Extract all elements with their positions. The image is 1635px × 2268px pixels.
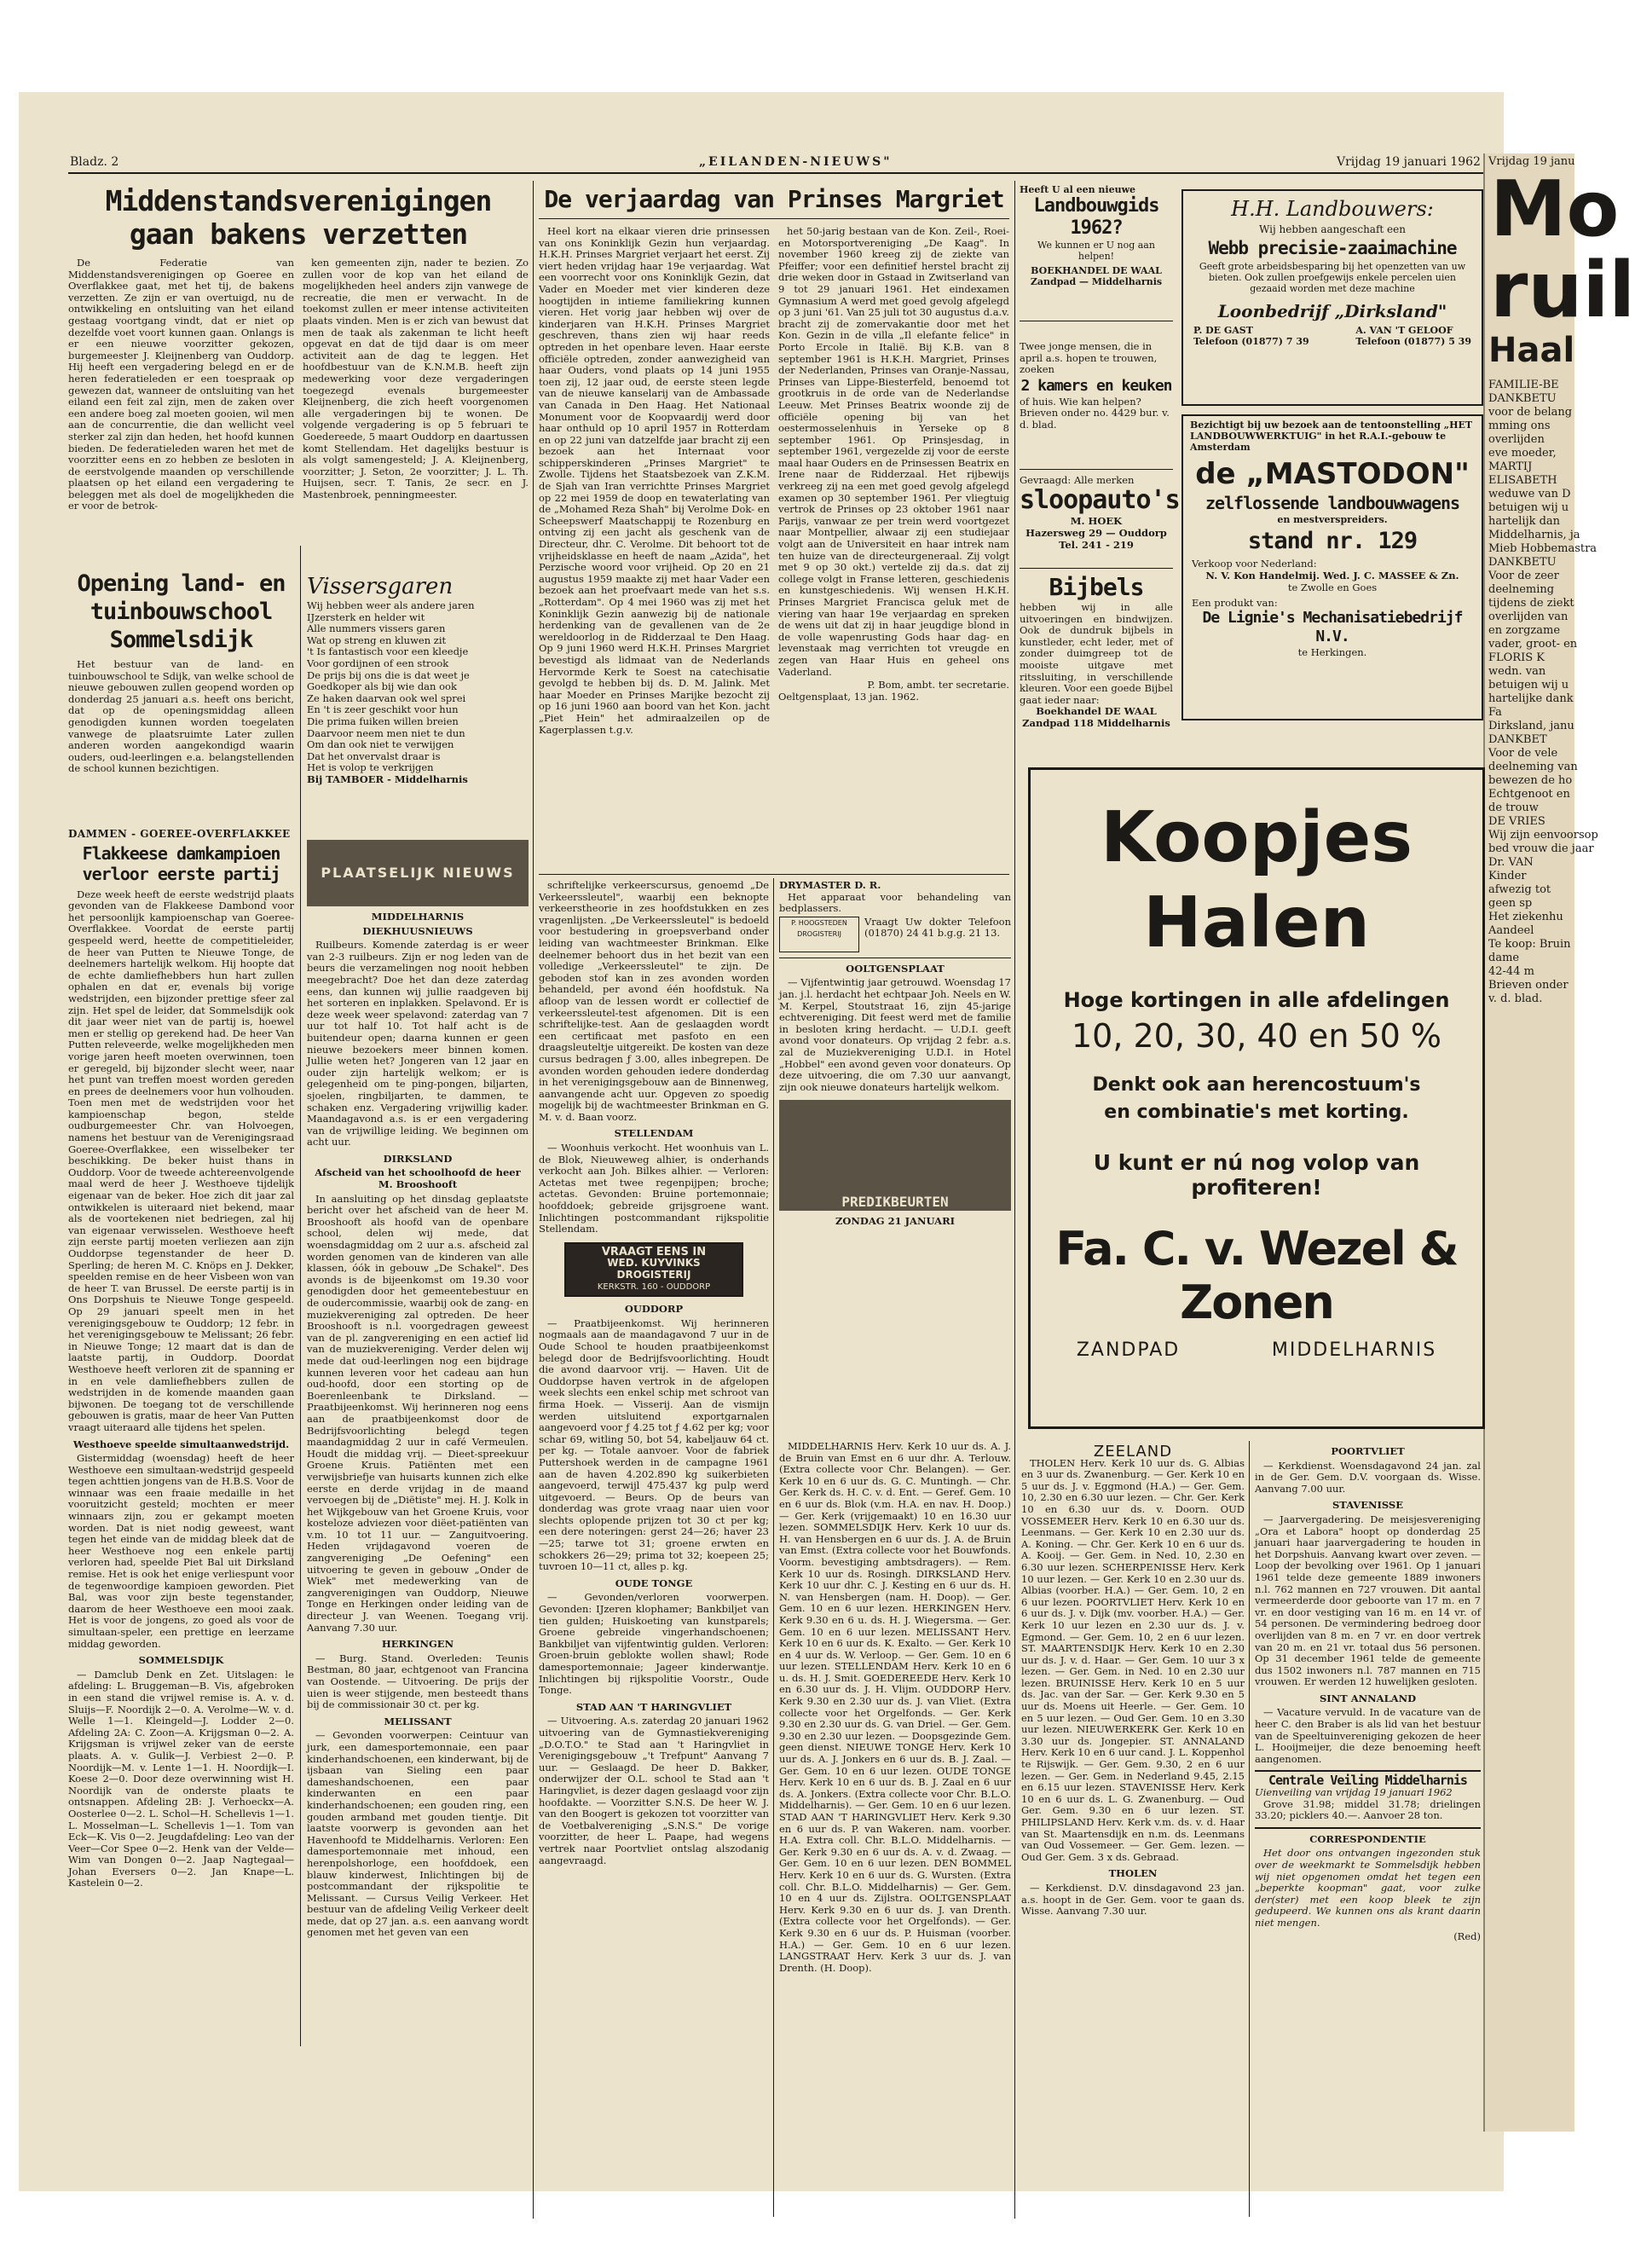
mastodon-dealer-place: te Zwolle en Goes [1287, 581, 1378, 593]
edge-text-line: Voor de zeer [1488, 570, 1559, 582]
margriet-signature: P. Bom, ambt. ter secretarie. [867, 679, 1009, 691]
edge-text-line: deelneming van [1488, 761, 1578, 773]
edge-text-line: Te koop: Bruin [1488, 938, 1571, 951]
edge-text-line: Fa [1488, 706, 1502, 719]
edge-text-line: bed vrouw die jaar [1488, 842, 1594, 855]
body-herkingen: — Burg. Stand. Overleden: Teunis Bestman, 80 jaar, echtgenoot van Francina van Oostende. — Uitvoering. De prijs der uien is weer stijgende, men besteedt thans bij de commissionair 30 ct. per kg. [307, 1652, 529, 1711]
vissersgaren-poem [307, 600, 529, 786]
headline-opening: Opening land- en tuinbouwschool Sommelsdijk [77, 570, 286, 653]
body-melissant: — Gevonden voorwerpen: Ceintuur van jurk, een damesportemonnaie, een paar kinderhandschoenen, een kinderwant, bij de ijsbaan van Sieling een paar dameshandschoenen, een paar kinderwanten en een paar kinderhandschoenen; een gouden ring, een gouden armband met gouden tientje. Dit laatste voorwerp is gevonden aan het Havenhoofd te Middelharnis. Verloren: Een damesportemonnaie met inhoud, een herenpolshorloge, een hoofddoek, een blauw kinderwest, Inlichtingen bij de postcommandant der rijkspolitie te Melissant. — Cursus Veilig Verkeer. Het bestuur van de afdeling Veilig Verkeer deelt mede, dat op 27 jan. a.s. een aanvang wordt genomen met het geven van een [307, 1729, 529, 1939]
column-drymaster-ooltgensplaat [779, 880, 1011, 1443]
body-opening: Het bestuur van de land- en tuinbouwschool te Sdijk, van welke school de nieuwe gebouwen zullen geopend worden op donderdag 25 januari a.s. heeft ons bericht, dat op de openingsmiddag alleen genodigden kunnen worden toegelaten vanwege de plaatsruimte Later zullen anderen worden aangekondigd waarin ouders, oud-leerlingen e.a. belangstellenden de school kunnen bezichtigen. [68, 658, 294, 775]
section-melissant: MELISSANT [384, 1715, 452, 1727]
masthead: „EILANDEN-NIEUWS" [699, 155, 893, 169]
ad-drogisterij [564, 1242, 743, 1297]
edge-text-line: Kinder [1488, 870, 1527, 882]
body-sint-annaland: — Vacature vervuld. In de vacature van de heer C. den Braber is als lid van het bestuur van de Speeltuinvereniging gekozen de heer L. Hooijmeijer, die deze benoeming heeft aangenomen. [1255, 1706, 1481, 1765]
section-tholen: THOLEN [1108, 1867, 1158, 1880]
koopjes-title-2: Halen [1142, 882, 1371, 963]
drogisterij-line3: KERKSTR. 160 - OUDDORP [597, 1282, 711, 1292]
mastodon-product-intro: Een produkt van: [1192, 597, 1278, 609]
body-verkeer: schriftelijke verkeerscursus, genoemd „De Verkeerssleutel", waarbij een beknopte verkeerstheorie in zes hoofdstukken en zes vragenlijsten. „De Verkeerssleutel" is bedoeld voor bestudering in groepsverband onder leiding van wachtmeester Brinkman. Elke deelnemer behoort dus in het bezit van een volledige „Verkeerssleutel" te zijn. De geboden stof kan in zes avonden worden behandeld, per avond één hoofdstuk. Na afloop van de lessen wordt er collectief de verkeerssleutel-test afgenomen. Dit is een schriftelijke-test. Aan de geslaagden wordt een certificaat met pasfoto en een draagsleuteltje uitgereikt. De kosten van deze cursus bedragen ƒ 3.00, alles inbegrepen. De avonden worden gehouden iedere donderdag in het verenigingsgebouw aan de Binnenweg, aanvangende acht uur. Opgeven zo spoedig mogelijk bij de wachtmeester Brinkman en G. M. v. d. Baan voorz. [539, 879, 769, 1123]
ad-mastodon [1181, 414, 1483, 720]
column-poortvliet [1255, 1446, 1481, 2213]
section-plaatselijk [307, 840, 529, 2204]
article-dammen [68, 825, 294, 2200]
edge-text-line: Het ziekenhu [1488, 911, 1563, 923]
mastodon-dealer: N. V. Kon Handelmij. Wed. J. C. MASSEE & Zn. [1205, 570, 1459, 581]
koopjes-line-1: Hoge kortingen in alle afdelingen [1063, 988, 1450, 1012]
sub-diekhuus: DIEKHUUSNIEUWS [362, 924, 473, 937]
vissersgaren-line: Wij hebben weer als andere jaren [307, 599, 475, 611]
predikbeurten-banner: PREDIKBEURTEN [841, 1193, 949, 1210]
article-middenstand [68, 184, 529, 551]
vissersgaren-line: De prijs bij ons die is dat weet je [307, 668, 470, 681]
landbouwers-company: Loonbedrijf „Dirksland" [1217, 301, 1447, 321]
edge-text-line: Dirksland, janu [1488, 720, 1574, 732]
page-number: Bladz. 2 [70, 155, 119, 169]
drymaster-title: DRYMASTER D. R. [779, 879, 881, 891]
mastodon-sub: en mestverspreiders. [1277, 514, 1388, 525]
mastodon-maker-place: te Herkingen. [1297, 646, 1367, 658]
vissersgaren-title: Vissersgaren [307, 574, 454, 599]
divider [1249, 1441, 1250, 2217]
vissersgaren-line: En 't is zeer geschikt voor hun [307, 703, 459, 716]
sloopauto-top: Gevraagd: Alle merken [1020, 474, 1135, 486]
sloopauto-name: M. HOEK [1070, 515, 1123, 527]
landbouwers-product: Webb precisie-zaaimachine [1208, 238, 1457, 258]
edge-text-line: Echtgenoot en [1488, 788, 1570, 801]
edge-text-line: geen sp [1488, 897, 1533, 910]
koopjes-place-right: MIDDELHARNIS [1271, 1339, 1437, 1361]
body-stavenisse: — Jaarvergadering. De meisjesvereniging „Ora et Labora" hoopt op donderdag 25 januari haar jaarvergadering te houden in het Dorpshuis. Aanvang kwart over zeven. — Loop der bevolking over 1961. Op 1 januari 1961 telde deze gemeente 1889 inwoners n.l. 762 mannen en 727 vrouwen. Dit aantal vermeerderde door geboorte van 17 m. en 7 vr. en door vestiging van 16 m. en 14 vr. of 54 personen. De vermindering bedroeg door overlijden van 8 m. en 7 vr. en door vertrek van 20 m. en 21 vr. totaal dus 56 personen. Op 31 december 1961 telde de gemeente dus 1502 inwoners n.l. 787 mannen en 715 vrouwen. Er werden 12 huwelijken gesloten. [1255, 1513, 1481, 1688]
edge-text-line: bewezen de ho [1488, 774, 1573, 787]
divider [533, 181, 534, 2219]
edge-headline-3: Haal [1488, 331, 1575, 370]
headline-dammen: Flakkeese damkampioen verloor eerste partij [82, 842, 280, 884]
mastodon-intro: Bezichtigt bij uw bezoek aan de tentoonstelling „HET LANDBOUWWERKTUIG" in het R.A.I.-gebouw te Amsterdam [1190, 419, 1473, 453]
kamers-title: 2 kamers en keuken [1020, 376, 1172, 395]
edge-headline-1: Mo [1490, 165, 1620, 254]
koopjes-place-left: ZANDPAD [1076, 1339, 1181, 1361]
landbouwgids-top: Heeft U al een nieuwe [1020, 184, 1136, 195]
veiling-sub: Uienveiling van vrijdag 19 januari 1962 [1255, 1786, 1453, 1799]
section-zeeland: ZEELAND [1093, 1443, 1173, 1461]
ad-vissersgaren [307, 573, 529, 803]
body-stad-haringvliet: — Uitvoering. A.s. zaterdag 20 januari 1962 uitvoering van de Gymnastiekvereniging „D.O.T.O." te Stad aan 't Haringvliet in Verenigingsgebouw „'t Trefpunt" Aanvang 7 uur. — Geslaagd. De heer D. Bakker, onderwijzer der O.L. school te Stad aan 't Haringvliet, is dezer dagen geslaagd voor zijn hoofdakte. — Voorzitter S.N.S. De heer W. J. van den Boogert is gekozen tot voorzitter van de Voetbalvereniging „S.N.S." De vorige voorzitter, de heer L. Paape, had wegens vertrek naar Poortvliet ontslag alszodanig aangevraagd. [539, 1715, 769, 1866]
landbouwgids-body: We kunnen er U nog aan helpen! [1037, 240, 1155, 262]
adjacent-page-edge: Vrijdag 19 janu Mo ruil Haal FAMILIE-BE DANKBETU voor de belang mming ons overlijden eve moeder, MARTIJ ELISABETH weduwe van D betuigen wij u hartelijk dan Middelharnis, ja Mieb Hobbemastra DANKBETU Voor de zeer deelneming tijdens de ziekt overlijden van en zorgzame vader, groot- en FLORIS K wedn. van betuigen wij u hartelijke dank Fa Dirksland, janu DANKBET Voor de vele deelneming van bewezen de ho Echtgenoot en de trouw DE VRIES Wij zijn eenvoorsop bed vrouw die jaar Dr. VAN Kinder afwezig tot geen sp Het ziekenhu Aandeel Te koop: Bruin dame 42-44 m Brieven onder v. d. blad. [1483, 153, 1574, 2132]
section-sommelsdijk: SOMMELSDIJK [138, 1654, 224, 1667]
edge-text-line: Aandeel [1488, 924, 1534, 937]
koopjes-title-1: Koopjes [1101, 797, 1413, 878]
sub-westhoeve: Westhoeve speelde simultaanwedstrijd. [72, 1438, 290, 1450]
divider [539, 874, 1009, 875]
body-correspondentie: Het door ons ontvangen ingezonden stuk over de weekmarkt te Sommelsdijk hebben wij niet opgenomen omdat het tegen een „beperkte koopman" gaat, voor zulke der(ster) met een koop bleek te zijn gedupeerd. We kunnen ons als krant daarin niet mengen. [1255, 1847, 1481, 1929]
body-poortvliet: — Kerkdienst. Woensdagavond 24 jan. zal in de Ger. Gem. D.V. voorgaan ds. Wisse. Aanvang 7.00 uur. [1255, 1459, 1481, 1495]
body-oude-tonge: — Gevonden/verloren voorwerpen. Gevonden: IJzeren klophamer; Bankbiljet van tien gulden; Huiskoeting van kunstparels; Groene gebreide vingerhandschoenen; Bankbiljet van vijfentwintig gulden. Verloren: Groen-bruin geblokte wollen shawl; Rode damesportemonnaie; Jageer kinderwantje. Inlichtingen bij rijkspolitie Voorstr., Oude Tonge. [539, 1591, 769, 1697]
divider [1014, 181, 1015, 2219]
edge-text-line: voor de belang [1488, 406, 1573, 419]
section-stad-haringvliet: STAD AAN 'T HARINGVLIET [575, 1700, 732, 1713]
body-ooltgensplaat: — Vijfentwintig jaar getrouwd. Woensdag 17 jan. j.l. herdacht het echtpaar Joh. Neels en W. M. Kerpel, Stoutstraat 16, zijn 45-jarige echtvereniging. Dit feest werd met de familie in besloten kring herdacht. — U.D.I. geeft avond voor donateurs. Op vrijdag 2 febr. a.s. zal de Muziekvereniging U.D.I. in Hotel „Hobbel" een avond geven voor donateurs. Op deze uitvoering, die om 7.30 uur aanvangt, zijn ook nieuwe donateurs hartelijk welkom. [779, 976, 1011, 1093]
divider [300, 546, 301, 2046]
landbouwers-title: H.H. Landbouwers: [1231, 197, 1434, 221]
edge-text-line: DANKBET [1488, 733, 1547, 746]
body-sommelsdijk: — Damclub Denk en Zet. Uitslagen: le afdeling: L. Bruggeman—B. Vis, afgebroken in een stand die vrijwel remise is. A. v. d. Sluijs—F. Noordijk 2—0. A. Verolme—W. v. d. Welle 1—1. Kleingeld—J. Lodder 2—0. Afdeling 2A: C. Zoon—A. Krijgsman 0—2. A. Krijgsman is vrijwel zeker van de eerste plaats. A. v. Gulik—J. Verbiest 2—0. P. Noordijk—M. v. Lente 1—1. H. Noordijk—I. Koese 2—0. Door deze overwinning wist H. Noordijk van de onderste plaats te ontsnappen. Afdeling 2B: J. Verhoeckx—A. Oosterlee 0—2. L. Schol—H. Schellevis 1—1. L. Mosselman—L. Schellevis 1—1. Tom van Eck—K. Vis 0—2. Jeugdafdeling: Leo van der Veer—Cor Spee 0—2. Henk van der Velde—Wim van Dongen 0—2. Jaap Nagtegaal—Johan Eversers 0—2. Jan Knape—L. Kastelein 0—2. [68, 1668, 294, 1889]
section-poortvliet: POORTVLIET [1331, 1445, 1405, 1457]
section-dirksland: DIRKSLAND [383, 1152, 453, 1165]
body-zeeland: THOLEN Herv. Kerk 10 uur ds. G. Albias en 3 uur ds. Zwanenburg. — Ger. Kerk 10 en 5 uur ds. J. v. Eggmond (H.A.) — Ger. Gem. 10, 2.30 en 6.30 uur lezen. — Chr. Ger. Kerk 10 en 6.30 uur ds. v. Doorn. OUD VOSSEMEER Herv. Kerk 10 en 6.30 uur ds. Leenmans. — Ger. Kerk 10 en 2.30 uur ds. A. Koning. — Chr. Ger. Kerk 10 en 6 uur ds. A. Kooij. — Ger. Gem. in Ned. 10, 2.30 en 6.30 uur lezen. SCHERPENISSE Herv. Kerk 10 uur lezen. — Ger. Kerk 10 en 2.30 uur ds. Albias (voorber. H.A.) — Ger. Gem. 10, 2 en 6 uur lezen. POORTVLIET Herv. Kerk 10 en 6 uur ds. J. v. Dijk (mv. voorber. H.A.) — Ger. Kerk 10 uur lezen en 2.30 uur ds. J. v. Egmond. — Ger. Gem. 10, 2 en 6 uur lezen. ST. MAARTENSDIJK Herv. Kerk 10 en 2.30 uur ds. J. v. d. Haar. — Ger. Gem. 10 uur 3 x lezen. — Ger. Gem. in Ned. 10 en 2.30 uur lezen. BRUINISSE Herv. Kerk 10 en 5 uur ds. Jac. van der Sar. — Ger. Kerk 9.30 en 5 uur ds. Moens uit Heerle. — Ger. Gem. 10 en 5 uur lezen. — Oud Ger. Gem. 10 en 3.30 uur lezen. NIEUWERKERK Ger. Kerk 10 en 3.30 uur ds. Jongepier. ST. ANNALAND Herv. Kerk 10 en 6 uur cand. J. L. Koppenhol te Rijswijk. — Ger. Gem. 9.30, 2 en 6 uur lezen. — Ger. Gem. in Nederland 9.45, 2.15 en 6.15 uur lezen. STAVENISSE Herv. Kerk 10 en 6 uur ds. L. G. Zwanenburg. — Oud Ger. Gem. 9.30 en 6 uur lezen. ST. PHILIPSLAND Herv. Kerk v.m. ds. v. d. Haar van St. Maartensdijk en n.m. ds. Leenmans van Oud Vossemeer. — Ger. Gem. lezen. — Oud Ger. Gem. 3 x ds. Gebraad. [1021, 1456, 1245, 1863]
column-zeeland [1021, 1443, 1245, 2213]
edge-text-line: betuigen wij u [1488, 679, 1569, 691]
ad-landbouwgids [1020, 184, 1173, 321]
headline-middenstand: Middenstandsverenigingen gaan bakens verzetten [105, 184, 492, 251]
section-herkingen: HERKINGEN [381, 1638, 454, 1651]
edge-text-line: deelneming [1488, 583, 1555, 596]
vissersgaren-line: Wat op streng en kluwen zit [307, 634, 447, 646]
edge-text-line: DANKBETU [1488, 556, 1557, 569]
vissersgaren-line: Daarvoor neem men niet te dun [307, 726, 465, 739]
edge-text-line: MARTIJ [1488, 460, 1533, 473]
body-dirksland: In aansluiting op het dinsdag geplaatste bericht over het afscheid van de heer M. Brooshooft als hoofd van de openbare school, delen wij mede, dat woensdagmiddag om 2 uur a.s. afscheid zal worden genomen van de kinderen van alle klassen, óók in gebouw „De Schakel". Des avonds is de bijeenkomst om 19.30 voor genodigden door het gemeentebestuur en de oudercommissie, waarbij ook de zang- en muziekvereniging zal optreden. De heer Brooshooft is n.l. voorgedragen geweest van de pl. zangvereniging en een actief lid van de muziekvereniging. Verder delen wij mede dat oud-leerlingen nog een bijdrage kunnen leveren voor het cadeau aan hun oud-hoofd, door een storting op de Boerenleenbank te Dirksland. — Praatbijeenkomst. Wij herinneren nog eens aan de praatbijeenkomst door de Bedrijfsvoorlichting belegd tegen maandagmiddag 2 uur in café Vermeulen. Houdt die middag vrij. — Dieet-spreekuur Groene Kruis. Patiënten met een verwijsbriefje van huisarts kunnen zich elke eerste en derde vrijdag in de maand vervoegen bij de „Diëtiste" mej. H. J. Kolk in het Wijkgebouw van het Groene Kruis, voor kosteloze adviezen voor diëet-patiënten van v.m. 10 tot 11 uur. — Zanguitvoering. Heden vrijdagavond voeren de zangvereniging „De Oefening" een uitvoering te geven in gebouw „Onder de Wiek" met medewerking van de zangverenigingen van Ouddorp, Nieuwe Tonge en Herkingen onder leiding van de directeur J. van Weenen. Toegang vrij. Aanvang 7.30 uur. [307, 1192, 529, 1634]
landbouwers-right-name: A. VAN 'T GELOOF [1355, 325, 1453, 336]
edge-text-line: v. d. blad. [1488, 992, 1543, 1005]
article-margriet [539, 184, 1009, 871]
edge-text-line: vader, groot- en [1488, 638, 1578, 651]
section-stavenisse: STAVENISSE [1332, 1499, 1404, 1512]
mastodon-dealer-intro: Verkoop voor Nederland: [1192, 558, 1317, 570]
drogisterij-line1: VRAAGT EENS IN [601, 1245, 707, 1258]
correspondentie-sign: (Red) [1453, 1930, 1481, 1942]
body-diekhuus: Ruilbeurs. Komende zaterdag is er weer van 2-3 ruilbeurs. Zijn er nog leden van de beurs die verzamelingen nog nooit hebben meegebracht? Doe het dan deze zaterdag eens, dan kunnen wij jullie raadgeven bij het sorteren en inplakken. Spelavond. Er is deze week weer spelavond: zaterdag van 7 uur tot half 10. Tot half acht is de buitendeur open; daarna kunnen er geen nieuwe bezoekers meer binnen komen. Jullie weten het? Jongeren van 12 jaar en ouder zijn hartelijk welkom; er is gelegenheid om te ping-pongen, biljarten, sjoelen, ringbiljarten, te dammen, te schaken enz. Vergadering vrijwillig kader. Maandagavond a.s. is er een vergadering van de vrijwillige leiding. We beginnen om acht uur. [307, 939, 529, 1148]
vissersgaren-line: Die prima fuiken willen breien [307, 715, 459, 727]
sloopauto-tel: Tel. 241 - 219 [1059, 539, 1134, 551]
edge-text-line: afwezig tot [1488, 883, 1551, 896]
body-stellendam: — Woonhuis verkocht. Het woonhuis van L. de Blok, Nieuweweg alhier, is onderhands verkocht aan Joh. Bilkes alhier. — Verloren: Actetas met twee regenpijpen; broche; actetas. Gevonden: Bruine portemonnaie; hoofddoek; gebreide grijsgroene want. Inlichtingen postcommandant rijkspolitie Stellendam. [539, 1142, 769, 1235]
body-predikbeurten: MIDDELHARNIS Herv. Kerk 10 uur ds. A. J. de Bruin van Emst en 6 uur dhr. A. Terlouw. (Extra collecte voor Chr. Belangen). — Ger. Kerk 10 en 6 uur ds. G. C. Muntingh. — Chr. Ger. Kerk ds. H. C. v. d. Ent. — Geref. Gem. 10 en 6 uur ds. Blok (v.m. H.A. en nav. H. Doop.) — Ger. Kerk (vrijgemaakt) 10 en 16.30 uur lezen. SOMMELSDIJK Herv. Kerk 10 uur ds. H. van Hensbergen en 6 uur ds. J. A. de Bruin van Emst. (Extra collecte voor het Bouwfonds. Voorm. bevestiging ambtsdragers). — Rem. Kerk 10 uur ds. Rosingh. DIRKSLAND Herv. Kerk 10 uur dhr. C. J. Kesting en 6 uur ds. H. N. van Hensbergen (nam. H. Doop). — Ger. Gem. 10 en 6 uur lezen. HERKINGEN Herv. Kerk 9.30 en 6 u. ds. H. J. Wiegersma. — Ger. Gem. 10 en 6 uur lezen. MELISSANT Herv. Kerk 10 en 6 uur ds. K. Exalto. — Ger. Kerk 10 en 4 uur ds. W. Verloop. — Ger. Gem. 10 en 6 uur lezen. STELLENDAM Herv. Kerk 10 en 6 u. ds. H. J. Smit. GOEDEREEDE Herv. Kerk 10 en 6.30 uur ds. J. H. Vlijm. OUDDORP Herv. Kerk 9.30 en 2.30 uur ds. J. van Vliet. (Extra collecte voor het Orgelfonds. — Ger. Kerk 9.30 en 2.30 uur ds. G. van Driel. — Ger. Gem. 9.30 en 2.30 uur lezen. — Doopsgezinde Gem. geen dienst. NIEUWE TONGE Herv. Kerk 10 uur ds. A. J. Jonkers en 6 uur ds. B. J. Zaal. — Ger. Gem. 10 en 6 uur lezen. OUDE TONGE Herv. Kerk 10 en 6 uur ds. B. J. Zaal en 6 uur ds. A. Jonkers. (Extra collecte voor Chr. B.L.O. Middelharnis). — Ger. Gem. 10 en 6 uur lezen. STAD AAN 'T HARINGVLIET Herv. Kerk 9.30 en 6 uur ds. P. van Wakeren. nam. voorber. H.A. Extra coll. Chr. B.L.O. Middelharnis. — Ger. Kerk 9.30 en 6 uur ds. A. v. d. Zwaag. — Ger. Gem. 10 en 6 uur lezen. DEN BOMMEL Herv. Kerk 10 en 6 uur ds. G. Wursten. (Extra coll. Chr. B.L.O. Middelharnis) — Ger. Gem. 10 en 4 uur ds. Zijlstra. OOLTGENSPLAAT Herv. Kerk 9.30 en 6 uur ds. J. van Drenth. (Extra collecte voor het Orgelfonds). — Ger. Kerk 9.30 en 6 uur ds. P. Huisman (voorber. H.A.) — Ger. Gem. 10 en 6 uur lezen. LANGSTRAAT Herv. Kerk 3 uur ds. J. van Drenth. (H. Doop). [779, 1440, 1011, 1974]
edge-text-line: hartelijke dank [1488, 692, 1574, 705]
drogisterij-line2: WED. KUYVINKS DROGISTERIJ [607, 1257, 701, 1281]
vissersgaren-line: Dat het onvervalst draar is [307, 749, 441, 762]
article-opening [68, 570, 294, 825]
edge-text-line: DANKBETU [1488, 392, 1557, 405]
koopjes-line-2: 10, 20, 30, 40 en 50 % [1071, 1017, 1442, 1055]
ad-landbouwers [1181, 189, 1483, 406]
section-dammen: DAMMEN - GOEREE-OVERFLAKKEE [68, 828, 291, 840]
church-illustration [779, 1100, 1011, 1211]
vissersgaren-line: Het is volop te verkrijgen [307, 761, 434, 774]
vissersgaren-line: Bij TAMBOER - Middelharnis [307, 772, 468, 785]
edge-text-line: betuigen wij u [1488, 501, 1569, 514]
column-verkeer-stellendam [539, 880, 769, 2210]
headline-margriet: De verjaardag van Prinses Margriet [539, 184, 1009, 219]
mastodon-maker: De Lignie's Mechanisatiebedrijf N.V. [1202, 609, 1463, 645]
edge-text-line: Voor de vele [1488, 747, 1558, 760]
bijbels-shop: Boekhandel DE WAAL [1036, 705, 1157, 718]
body-margriet-2: het 50-jarig bestaan van de Kon. Zeil-, Roei- en Motorsportvereniging „De Kaag". In november 1960 kreeg zij de ziekte van Pfeiffer; voor een definitief herstel bracht zij drie weken door in Gstaad in Zwitserland van 9 tot 29 januari 1961. Het eindexamen Gymnasium A werd met goed gevolg afgelegd op 3 juni '61. Van 25 juli tot 30 augustus d.a.v. bracht zij de zomervakantie door met het Kon. Gezin in de villa „Il elefante felice" in Porto Ercole in Italië. Bij K.B. van 8 september 1961 is H.K.H. Margriet, Prinses der Nederlanden, Prinses van Oranje-Nassau, Prinses van Lippe-Biesterfeld, benoemd tot grootkruis in de orde van de Nederlandse Leeuw. Met Prinses Beatrix woonde zij de officiële opening bij van het oestermosselenhuis in Yerseke op 8 september 1961. Op Prinsjesdag, in september 1961, vergezelde zij voor de eerste maal haar Ouders en de Prinsessen Beatrix en Irene naar de Ridderzaal. Het rijbewijs verkreeg zij na een met goed gevolg afgelegd examen op 30 september 1961. Per vliegtuig vertrok de Prinses op 23 oktober 1961 naar Parijs, vanwaar ze per trein werd voortgezet naar Montpellier, alwaar zij een studiejaar volgt aan de Universiteit en haar intrek nam ten huize van de directeurgeneraal. Zij volgt met 9 op 30 okt.) vertelde zij da.s. dat zij college volgt in Franse letteren, geschiedenis en kunstgeschiedenis. Wij wensen H.K.H. Prinses Margriet Francisca geluk met de viering van haar 19e verjaardag en spreken de wens uit dat zij in haar jeugdige blond in de volle wapenrusting Gods haar dag- en levenstaak mag verrichten tot vreugde en zegen van Haar Huis en geheel ons Vaderland. [778, 225, 1009, 678]
ad-koopjes [1028, 767, 1485, 1429]
edge-text-line: eve moeder, [1488, 447, 1557, 460]
predikbeurten-date: ZONDAG 21 JANUARI [835, 1215, 956, 1228]
edge-text-line: Dr. VAN [1488, 856, 1534, 869]
edge-text-line: tijdens de ziekt [1488, 597, 1574, 610]
mastodon-stand: stand nr. 129 [1247, 528, 1418, 554]
edge-headline-2: ruil [1490, 246, 1635, 335]
margriet-dateline: Oeltgensplaat, 13 jan. 1962. [778, 690, 920, 703]
kamers-body: of huis. Wie kan helpen? Brieven onder no. 4429 bur. v. d. blad. [1020, 395, 1170, 431]
edge-text-line: mming ons [1488, 419, 1551, 432]
body-ouddorp: — Praatbijeenkomst. Wij herinneren nogmaals aan de maandagavond 7 uur in de Oude School te houden praatbijeenkomst belegd door de Bedrijfsvoorlichting. Houdt die avond daarvoor vrij. — Haven. Uit de Ouddorpse haven vertrok in de afgelopen week slechts een enkel schip met schroot van firma Hoek. — Visserij. Aan de vismijn werden uitsluitend exportgarnalen aangevoerd voor ƒ 4.25 tot ƒ 4.62 per kg; voor schar 69, witling 50, bot 54, kabeljauw 64 ct. per kg. — Totale aanvoer. Voor de fabriek Puttershoek werden in de campagne 1961 aan de haven 4.202.890 kg suikerbieten aangevoerd, terwijl 475.437 kg pulp werd uitgevoerd. — Beurs. Op de beurs van donderdag was grote vraag naar uien voor slechts oplopende prijzen tot 30 ct per kg; een dere noteringen: gerst 24—26; haver 23—25; tarwe tot 31; groene erwten en schokkers 26—29; prima tot 32; koepeen 25; tuvroen 10—11 ct, alles p. kg. [539, 1316, 769, 1573]
landbouwers-sub: Wij hebben aangeschaft een [1259, 223, 1406, 235]
ad-bijbels [1020, 573, 1173, 729]
koopjes-company: Fa. C. v. Wezel & Zonen [1055, 1222, 1458, 1329]
section-stellendam: STELLENDAM [614, 1127, 694, 1140]
landbouwgids-title: Landbouwgids 1962? [1033, 195, 1159, 239]
column-predikbeurten [779, 1441, 1011, 2208]
sloopauto-title: sloopauto's [1020, 485, 1180, 515]
bijbels-body: hebben wij in alle uitvoeringen en bindwijzen. Ook de dundruk bijbels in kunstleder, echt leder, met of zonder duimgreep tot de mooiste uitgave met ritssluiting, in verschillende kleuren. Voor een goede Bijbel gaat ieder naar: [1020, 601, 1173, 706]
edge-text-line: wedn. van [1488, 665, 1546, 678]
edge-text-line: DE VRIES [1488, 815, 1545, 828]
edge-text-line: ELISABETH [1488, 474, 1557, 487]
edge-text-line: 42-44 m [1488, 965, 1534, 978]
section-ouddorp: OUDDORP [624, 1303, 684, 1316]
landbouwers-body: Geeft grote arbeidsbesparing bij het openzetten van uw bieten. Ook zullen proefgewijs enkele percelen uien gezaaid worden met deze machine [1199, 261, 1466, 294]
edge-text-line: Wij zijn eenvoorsop [1488, 829, 1598, 842]
koopjes-line-3: Denkt ook aan herencostuum's en combinatie's met korting. [1092, 1074, 1421, 1123]
ad-sloopauto [1020, 474, 1180, 569]
vissersgaren-line: Alle nummers vissers garen [307, 622, 446, 635]
edge-text-line: Middelharnis, ja [1488, 529, 1580, 541]
body-westhoeve: Gistermiddag (woensdag) heeft de heer Westhoeve een simultaan-wedstrijd gespeeld tegen achttien jongens van de H.B.S. Voor de winnaar was een fraaie medaille in het vooruitzicht gesteld; mochten er meer winnaars zijn, zou er gekampt moeten worden. Dat is niet nodig geweest, want tegen het einde van de middag bleek dat de heer Westhoeve nog een enkele partij verloren had, speelde Piet Bal uit Dirksland remise. Het is ook het enige verliespunt voor de tegenwoordige kampioen geworden. Piet Bal, was voor zijn beste tegenstander, daarom de heer Westhoeve een mooi zaak. Het is voor de jongens, zo goed als voor de simultaan-speler, een prettige en leerzame middag geworden. [68, 1452, 294, 1650]
edge-text-line: weduwe van D [1488, 488, 1571, 500]
edge-text-line: Mieb Hobbemastra [1488, 542, 1597, 555]
plaatselijk-banner-image: PLAATSELIJK NIEUWS [307, 840, 529, 906]
drymaster-body: Het apparaat voor behandeling van bedplassers. [779, 890, 1011, 915]
landbouwers-left-tel: Telefoon (01877) 7 39 [1193, 336, 1309, 347]
body-tholen: — Kerkdienst. D.V. dinsdagavond 23 jan. a.s. hoopt in de Ger. Gem. voor te gaan ds. Wisse. Aanvang 7.30 uur. [1021, 1881, 1245, 1918]
vissersgaren-line: Voor gordijnen of een strook [307, 657, 449, 669]
vissersgaren-line: IJzersterk en helder wit [307, 610, 425, 623]
edge-text-line: FLORIS K [1488, 651, 1545, 664]
edge-text-line: overlijden van [1488, 610, 1569, 623]
section-sint-annaland: SINT ANNALAND [1319, 1692, 1417, 1704]
issue-date: Vrijdag 19 januari 1962 [1337, 155, 1481, 169]
edge-text-line: FAMILIE-BE [1488, 379, 1559, 391]
edge-text-line: Brieven onder [1488, 979, 1569, 992]
landbouwers-left-name: P. DE GAST [1193, 325, 1253, 336]
mastodon-product: zelflossende landbouwwagens [1205, 493, 1460, 513]
edge-text-line: overlijden [1488, 433, 1545, 446]
landbouwgids-place: Zandpad — Middelharnis [1030, 276, 1163, 287]
sub-afscheid: Afscheid van het schoolhoofd de heer M. Brooshooft [315, 1166, 521, 1191]
drymaster-logo: P. HOOGSTEDEN DROGISTERIJ [779, 917, 859, 952]
mastodon-name: de „MASTODON" [1195, 457, 1470, 491]
vissersgaren-line: Om dan ook niet te verwijgen [307, 738, 454, 751]
section-oude-tonge: OUDE TONGE [615, 1577, 693, 1589]
section-ooltgensplaat: OOLTGENSPLAAT [846, 962, 945, 975]
ad-kamers [1020, 341, 1173, 470]
body-middenstand-2: ken gemeenten zijn, nader te bezien. Zo zullen voor de kop van het eiland de mogelijkheden heel anders zijn vanwege de recreatie, die men er verwacht. In de toekomst zullen er meer intense activiteiten plaats vinden. Men is er zich van bewust dat men de taak als zakenman te licht heeft opgevat en dat de tijd daar is om meer activiteit aan de dag te leggen. Het hoofdbestuur van de K.N.M.B. heeft zijn medewerking voor deze vergaderingen toegezegd evenals burgemeester Kleijnenberg, die zich heeft voorgenomen alle vergaderingen bij te wonen. De volgende vergadering is op 5 februari te Goedereede, 5 maart Ouddorp en daartussen komt Stellendam. Het dagelijks bestuur is als volgt samengesteld; J. A. Kleijnenberg, voorzitter; J. Seton, 2e voorzitter; J. L. Th. Huijsen, secr. T. Tanis, 2e secr. en J. Mastenbroek, penningmeester. [303, 257, 529, 500]
vissersgaren-line: Goedkoper als bij wie dan ook [307, 680, 457, 693]
edge-text-line: dame [1488, 952, 1520, 964]
veiling-body: Grove 31.98; middel 31.78; drielingen 33.20; picklers 40.—. Aanvoer 28 ton. [1255, 1797, 1481, 1822]
landbouwgids-shop: BOEKHANDEL DE WAAL [1031, 265, 1162, 276]
section-middelharnis: MIDDELHARNIS [371, 911, 465, 923]
bijbels-title: Bijbels [1049, 573, 1144, 601]
body-dammen: Deze week heeft de eerste wedstrijd plaats gevonden van de Flakkeese Dambond voor het persoonlijk kampioenschap van Goeree-Overflakkee. Voordat de eerste partij gespeeld werd, heette de competitieleider, de heer van Putten te Nieuwe Tonge, de deelnemers hartelijk welkom. Hij hoopte dat de echte damliefhebbers hun hart zullen ophalen en dat er, evenals bij vorige wedstrijden, een bijzonder prettige sfeer zal zijn. Het spel de leider, dat Sommelsdijk ook dit jaar weer niet van de partij is, hoewel men er stellig op gerekend had. De heer Van Putten releveerde, welke mogelijkheden men vorige jaren heeft moeten overwinnen, toen er geregeld, bij bijzonder slecht weer, naar het punt van treffen moest worden gereden en prees de deelnemers voor hun volhouden. Toen men met de wedstrijden voor het kampioenschap begon, stelde oudburgemeester Chr. van Holvoegen, namens het bestuur van de Verenigingsraad Goeree-Overflakkee, een wisselbeker ter beschikking. De beker huist thans in Ouddorp. Voor de tweede achtereenvolgende maal werd de heer J. Westhoeve tijdelijk eigenaar van de beker. Hoe zich dit jaar zal ontwikkelen is uiteraard niet bekend, maar als de voortekenen niet bedriegen, zal hij van eigenaar verwisselen. Westhoeve heeft zijn eerste partij moeten verliezen aan zijn Ouddorpse tegenstander de heer D. Sperling; de heren M. C. Knöps en J. Dekker, speelden remise en de heer Visbeen won van de heer T. van Brussel. De eerste partij is in Ons Dorpshuis te Nieuwe Tonge gespeeld. Op 29 januari speelt men in het verenigingsgebouw te Ouddorp; 12 febr. in het verenigingsgebouw te Melissant; 26 febr. in Nieuwe Tonge; 12 maart dat is dan de laatste partij, in Ouddorp. Doordat Westhoeve heeft verloren zit de spanning er in en vele damliefhebbers zullen de wedstrijden in de komende maanden gaan bijwonen. De toegang tot de verschillende gebouwen is gratis, maar de heer Van Putten vraagt uiteraard alle tijdens het spelen. [68, 888, 294, 1433]
kamers-top: Twee jonge mensen, die in april a.s. hopen te trouwen, zoeken [1020, 340, 1158, 376]
section-correspondentie: CORRESPONDENTIE [1309, 1832, 1426, 1845]
body-margriet-1: Heel kort na elkaar vieren drie prinsessen van ons Koninklijk Gezin hun verjaardag. H.K.H. Prinses Margriet verjaart het eerst. Zij viert heden vrijdag haar 19e verjaardag. Wat een voorrecht voor ons Koninklijk Gezin, dat Vader en Moeder met vier kinderen deze hoogtijden in intieme familiekring kunnen vieren. Het vorig jaar hebben wij over de kinderjaren van H.K.H. Prinses Margriet geschreven, thans zien wij haar reeds optreden in het openbare leven. Haar eerste officiële optreden, zonder aanwezigheid van haar Ouders, vond plaats op 14 juni 1955 toen zij, 12 jaar oud, de eerste steen legde van de nieuwe kanselarij van de Ambassade van Canada in Den Haag. Het Nationaal Monument voor de Koopvaardij werd door haar onthuld op 10 april 1957 in Rotterdam en op 22 juni van datzelfde jaar bracht zij een bezoek aan het Internaat voor schipperskinderen „Prinses Margriet" te Zwolle. Tijdens het Staatsbezoek van Z.K.M. de Sjah van Iran verrichtte Prinses Margriet op 22 mei 1959 de doop en tewaterlating van de „Mohamed Reza Shah" bij Verolme Dok- en Scheepswerf Maatschappij te Rozenburg en ontving zij een jacht als geschenk van de Directeur, dhr. C. Verolme. Dit behoort tot de vrijheidsklasse en heeft de naam „Azida", het Perzische woord voor vrijheid. Op 20 en 21 augustus 1959 maakte zij met haar Vader een bezoek aan het proefvaart mede van het s.s. „Rotterdam". Op 4 mei 1960 was zij met het Koninklijk Gezin aanwezig bij de nationale herdenking van de gevallenen van de 2e wereldoorlog in de Ridderzaal te Den Haag. Op 9 juni 1960 werd H.K.H. Prinses Margriet bevestigd als lidmaat van de Nederlands Hervormde Kerk te Soest na catechisatie gevolgd te hebben bij ds. D. M. Jalink. Met haar Moeder en Prinses Marijke bezocht zij op 16 juni 1960 aan boord van het Kon. jacht „Piet Hein" het admiraalzeilen op de Kagerplassen t.g.v. [539, 225, 770, 736]
koopjes-line-4: U kunt er nú nog volop van profiteren! [1093, 1150, 1420, 1200]
divider [773, 878, 774, 2217]
edge-text-line: hartelijk dan [1488, 515, 1561, 528]
sloopauto-addr: Hazersweg 29 — Ouddorp [1025, 527, 1167, 539]
veiling-title: Centrale Veiling Middelharnis [1268, 1773, 1467, 1789]
vissersgaren-line: 't Is fantastisch voor een kleedje [307, 645, 469, 658]
landbouwers-right-tel: Telefoon (01877) 5 39 [1355, 336, 1471, 347]
edge-text-line: en zorgzame [1488, 624, 1561, 637]
body-middenstand-1: De Federatie van Middenstandsverenigingen op Goeree en Overflakkee gaat, met het tij, de bakens verzetten. Ze zijn er van overtuigd, nu de ontwikkeling en ontsluiting van het eiland gestaag voortgang vindt, dat er niet op dezelfde voet voort kunnen gaan. Onlangs is er een nieuwe voorzitter gekozen, burgemeester J. Kleijnenberg van Ouddorp. Hij heeft een vergadering belegd en er de heren federatieleden er een toespraak op gewezen dat, wanneer de ontsluiting van het eiland een feit zal zijn, men de zaken over een andere boeg zal moeten gooien, wil men aan de concurrentie, die dan wellicht veel sterker zal zijn dan heden, het hoofd kunnen bieden. De federatieleden waren het met de voorzitter eens en zo hebben ze besloten in de eerstvolgende maanden op verschillende plaatsen op het eiland een vergadering te beleggen met als doel de mogelijkheden die er voor de betrok- [68, 257, 294, 512]
veiling-block [1255, 1770, 1481, 1828]
vissersgaren-line: Ze haken daarvan ook wel sprei [307, 691, 466, 704]
drymaster-contact: Vraagt Uw dokter Telefoon (01870) 24 41 b.g.g. 21 13. [864, 915, 1011, 940]
bijbels-place: Zandpad 118 Middelharnis [1022, 716, 1170, 729]
edge-text-line: de trouw [1488, 801, 1539, 814]
header-rule [68, 172, 1483, 174]
